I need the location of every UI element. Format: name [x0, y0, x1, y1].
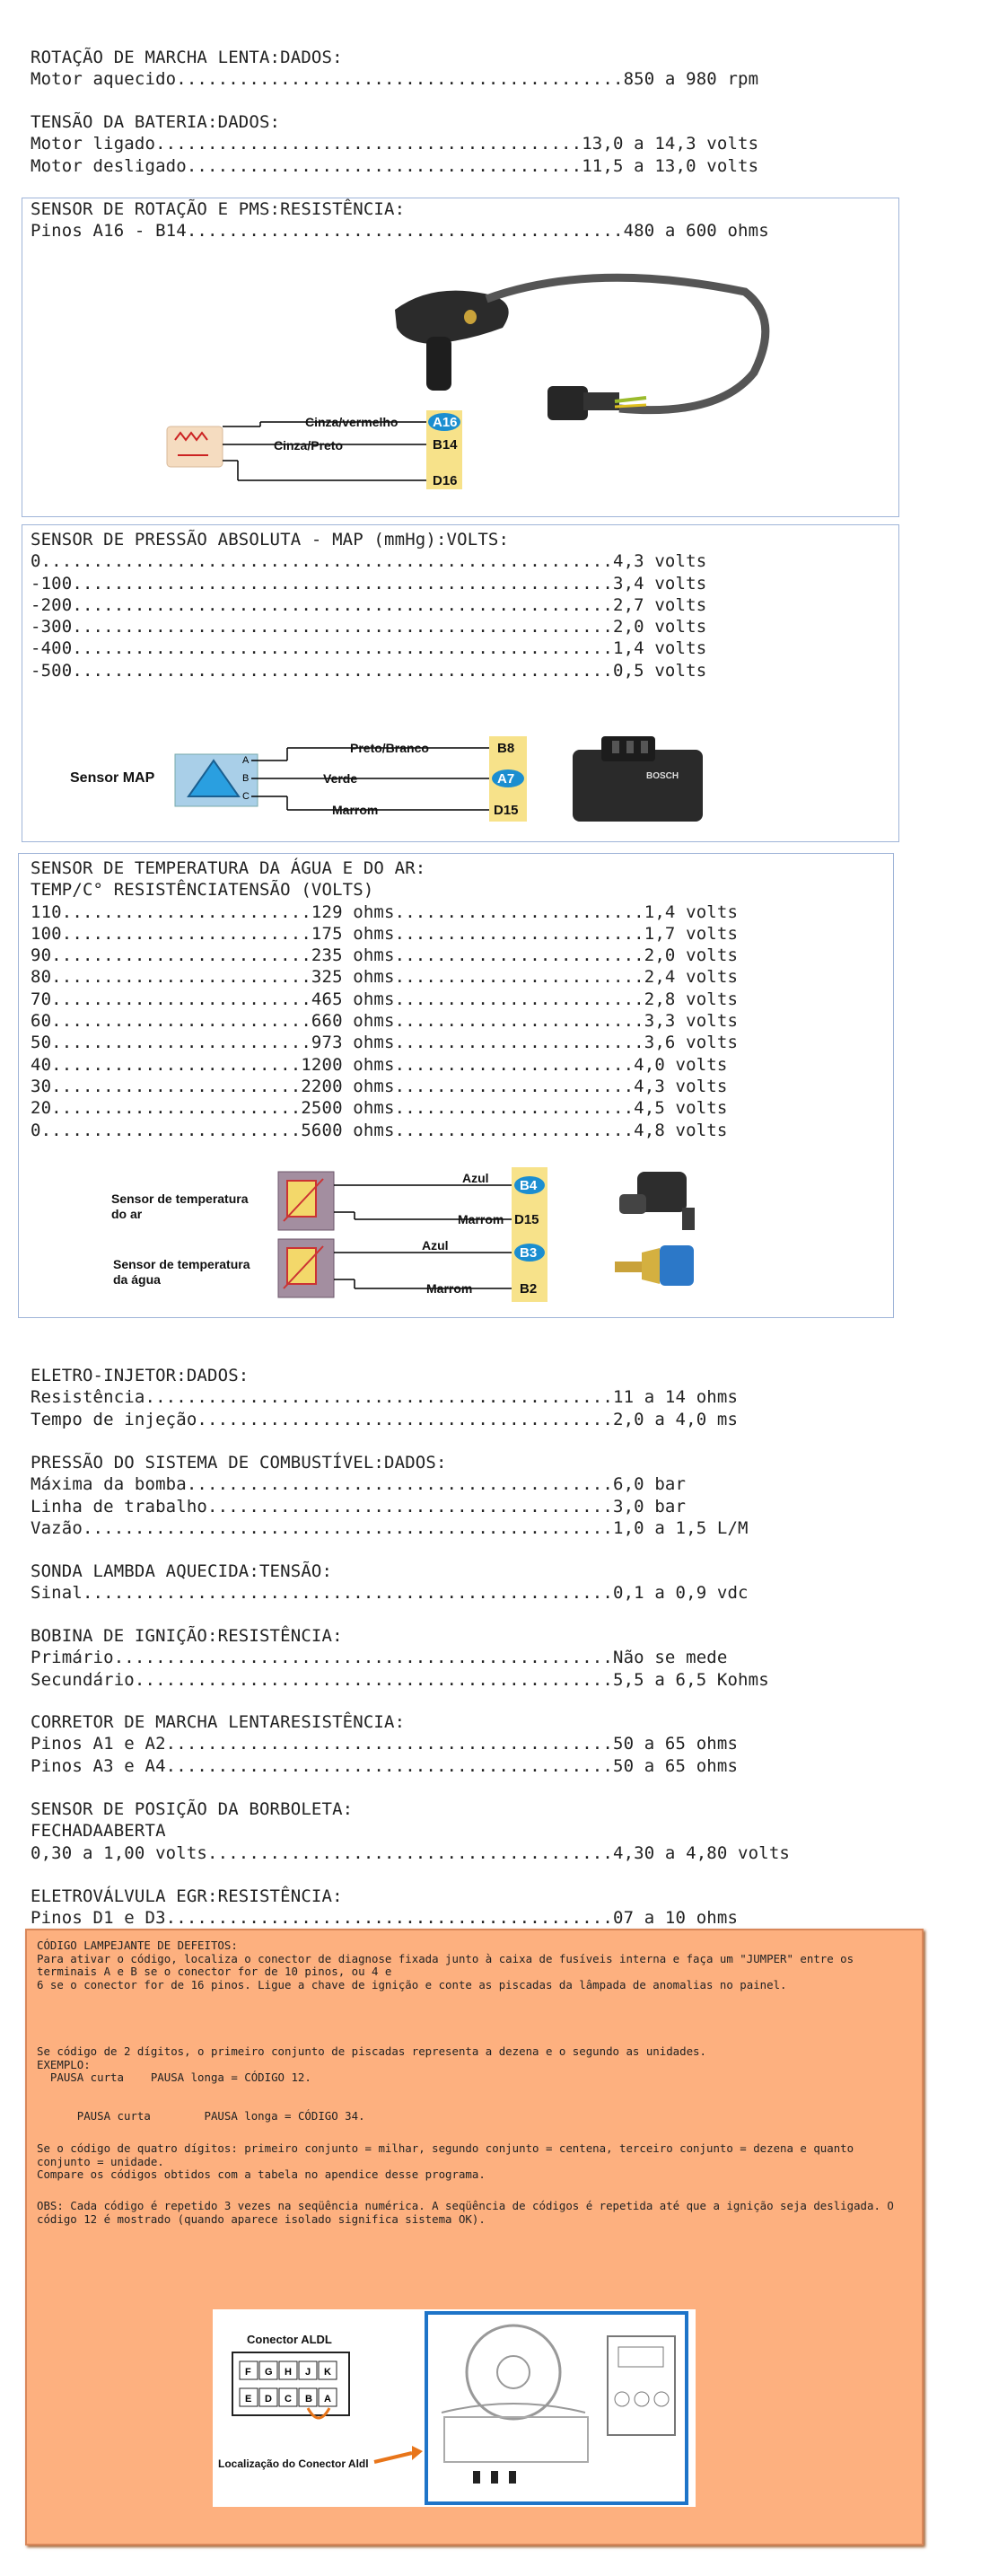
spec-line: Pinos A16 - B14..........................................480 a 600 ohms: [31, 221, 769, 242]
pin-label: B8: [497, 741, 515, 756]
wire-label: Preto/Branco: [350, 741, 429, 755]
section-title: CORRETOR DE MARCHA LENTARESISTÊNCIA:: [31, 1712, 406, 1732]
sensor-pin: C: [242, 791, 250, 802]
section-title: SENSOR DE POSIÇÃO DA BORBOLETA:: [31, 1799, 354, 1819]
temperature-sensor-diagram: [108, 1163, 736, 1306]
pin-label: B: [305, 2394, 312, 2405]
spec-line: -400....................................................1,4 volts: [31, 638, 707, 659]
pin-label: K: [324, 2367, 331, 2378]
water-sensor-photo: [615, 1245, 694, 1286]
water-sensor-label-2: da água: [113, 1272, 161, 1287]
section-title: TENSÃO DA BATERIA:DADOS:: [31, 112, 281, 132]
section-title: SENSOR DE ROTAÇÃO E PMS:RESISTÊNCIA:: [31, 199, 406, 219]
wire-label: Verde: [323, 771, 358, 786]
location-label: Localização do Conector Aldl: [218, 2457, 369, 2470]
example-line: PAUSA curta PAUSA longa = CÓDIGO 12.: [37, 2070, 311, 2084]
spec-line: 0.......................................................4,3 volts: [31, 551, 707, 572]
pin-label: F: [245, 2367, 251, 2378]
wire-label: Cinza/Preto: [274, 438, 344, 453]
spec-line: 40........................1200 ohms.......................4,0 volts: [31, 1054, 728, 1075]
section-combustivel: [31, 1452, 749, 1539]
section-subtitle: FECHADAABERTA: [31, 1821, 166, 1842]
spec-line: 0.........................5600 ohms.......................4,8 volts: [31, 1120, 728, 1140]
pin-label: A: [324, 2394, 331, 2405]
aldl-connector-figure: [213, 2309, 696, 2507]
note-text-block: [37, 2110, 907, 2123]
pin-label: B2: [520, 1281, 538, 1297]
air-sensor-label: Sensor de temperatura: [111, 1191, 249, 1206]
spec-line: 0,30 a 1,00 volts.......................................4,30 a 4,80 volts: [31, 1842, 790, 1863]
note-text-block: [37, 2045, 907, 2085]
section-title: BOBINA DE IGNIÇÃO:RESISTÊNCIA:: [31, 1626, 343, 1646]
spec-line: 60.........................660 ohms........................3,3 volts: [31, 1011, 739, 1032]
spec-line: -300....................................................2,0 volts: [31, 617, 707, 637]
rotation-sensor-photo: [395, 277, 766, 420]
note-paragraph: OBS: Cada código é repetido 3 vezes na seqüência numérica. A seqüência de códigos é repetida até que a ignição seja desligada. O código 12 é mostrado (quando aparece isolado significa sistema OK).: [37, 2199, 901, 2226]
spec-line: Tempo de injeção........................................2,0 a 4,0 ms: [31, 1409, 739, 1429]
spec-line: Primário................................................Não se mede: [31, 1648, 728, 1668]
note-title: CÓDIGO LAMPEJANTE DE DEFEITOS:: [37, 1939, 238, 1952]
spec-line: 30........................2200 ohms.......................4,3 volts: [31, 1076, 728, 1096]
wire-label: Azul: [462, 1171, 489, 1185]
water-sensor-label: Sensor de temperatura: [113, 1257, 250, 1271]
note-paragraph: Se o código de quatro dígitos: primeiro conjunto = milhar, segundo conjunto = centena, terceiro conjunto = dezena e quanto conjunto = unidade. Compare os códigos obtidos com a tabela no apendice desse programa.: [37, 2141, 854, 2181]
pin-label: B4: [520, 1178, 538, 1193]
pin-label: G: [265, 2367, 273, 2378]
note-text-block: [37, 2142, 907, 2182]
spec-line: Vazão...................................................1,0 a 1,5 L/M: [31, 1517, 749, 1538]
sensor-pin: B: [242, 773, 250, 784]
pin-label: C: [285, 2394, 292, 2405]
flash-code-note: [25, 1929, 924, 2545]
spec-line: 70.........................465 ohms........................2,8 volts: [31, 989, 739, 1009]
wire-label: Marrom: [458, 1212, 504, 1226]
spec-line: 20........................2500 ohms.......................4,5 volts: [31, 1098, 728, 1119]
spec-line: 50.........................973 ohms........................3,6 volts: [31, 1033, 739, 1053]
spec-line: 100........................175 ohms........................1,7 volts: [31, 923, 739, 944]
pin-label: B14: [433, 437, 458, 453]
section-title: SENSOR DE PRESSÃO ABSOLUTA - MAP (mmHg):VOLTS:: [31, 530, 510, 549]
pin-label: D: [265, 2394, 272, 2405]
spec-line: -200....................................................2,7 volts: [31, 594, 707, 615]
air-sensor-label-2: do ar: [111, 1207, 143, 1221]
spec-line: Motor aquecido...........................................850 a 980 rpm: [31, 69, 759, 90]
pin-label: D15: [494, 803, 519, 818]
spec-line: Pinos A3 e A4...........................................50 a 65 ohms: [31, 1755, 739, 1776]
section-bobina: [31, 1625, 769, 1691]
section-title: SONDA LAMBDA AQUECIDA:TENSÃO:: [31, 1561, 333, 1581]
example-line: PAUSA curta PAUSA longa = CÓDIGO 34.: [37, 2109, 365, 2123]
sensor-pin: A: [242, 755, 250, 766]
wire-label: Marrom: [426, 1281, 473, 1296]
spec-line: Pinos A1 e A2...........................................50 a 65 ohms: [31, 1734, 739, 1754]
section-rotacao-pms: [31, 198, 769, 242]
spec-line: -100....................................................3,4 volts: [31, 573, 707, 593]
section-corretor: [31, 1711, 738, 1777]
section-map: [31, 529, 706, 681]
section-title: ELETRO-INJETOR:DADOS:: [31, 1366, 250, 1385]
pin-label: D15: [514, 1212, 539, 1227]
sensor-map-label: Sensor MAP: [70, 770, 155, 786]
pin-label: J: [305, 2367, 311, 2378]
section-subtitle: TEMP/C° RESISTÊNCIATENSÃO (VOLTS): [31, 880, 374, 901]
section-lambda: [31, 1561, 749, 1605]
wire-label: Cinza/vermelho: [305, 415, 399, 429]
spec-line: Pinos D1 e D3...........................................07 a 10 ohms: [31, 1908, 739, 1929]
dashboard-illustration: [426, 2313, 687, 2503]
note-text-block: [37, 1939, 907, 1991]
section-title: SENSOR DE TEMPERATURA DA ÁGUA E DO AR:: [31, 858, 426, 878]
section-marcha-lenta: [31, 47, 758, 91]
brand-label: BOSCH: [646, 771, 679, 781]
map-sensor-diagram: [63, 732, 709, 831]
pin-label: E: [245, 2394, 252, 2405]
section-egr: [31, 1886, 738, 1930]
spec-line: Motor ligado.........................................13,0 a 14,3 volts: [31, 134, 759, 154]
section-injetor: [31, 1365, 738, 1430]
spec-line: 90.........................235 ohms........................2,0 volts: [31, 945, 739, 966]
wire-label: Azul: [422, 1238, 449, 1253]
example-label: EXEMPLO:: [37, 2057, 91, 2071]
note-paragraph: Se código de 2 dígitos, o primeiro conjunto de piscadas representa a dezena e o segundo as unidades.: [37, 2044, 706, 2058]
pin-label: A7: [497, 771, 515, 787]
spec-line: Máxima da bomba.........................................6,0 bar: [31, 1474, 687, 1495]
pin-label: D16: [433, 473, 458, 488]
pin-label: H: [285, 2367, 292, 2378]
note-text-block: [37, 2200, 907, 2226]
spec-line: 110........................129 ohms........................1,4 volts: [31, 901, 739, 922]
spec-line: Sinal...................................................0,1 a 0,9 vdc: [31, 1583, 749, 1604]
note-paragraph: Para ativar o código, localiza o conector de diagnose fixada junto à caixa de fusíveis interna e faça um "JUMPER" entre os terminais A e B se o conector for de 10 pinos, ou 4 e 6 se o conector for de 16 pinos. Ligue a chave de ignição e conte as piscadas da lâmpada de anomalias no painel.: [37, 1951, 854, 1991]
spec-line: Linha de trabalho.......................................3,0 bar: [31, 1496, 687, 1517]
section-title: ROTAÇÃO DE MARCHA LENTA:DADOS:: [31, 48, 343, 67]
section-temperatura: [31, 857, 738, 1141]
spec-line: Secundário..............................................5,5 a 6,5 Kohms: [31, 1669, 769, 1690]
section-bateria: [31, 111, 758, 177]
spec-line: Resistência.............................................11 a 14 ohms: [31, 1387, 739, 1408]
pin-label: B3: [520, 1245, 538, 1261]
spec-line: Motor desligado......................................11,5 a 13,0 volts: [31, 155, 759, 176]
connector-title: Conector ALDL: [247, 2333, 332, 2346]
pin-label: A16: [433, 415, 458, 430]
air-sensor-photo: [619, 1172, 695, 1230]
section-title: ELETROVÁLVULA EGR:RESISTÊNCIA:: [31, 1886, 343, 1906]
spec-line: -500....................................................0,5 volts: [31, 660, 707, 681]
map-sensor-photo: [573, 736, 703, 822]
section-borboleta: [31, 1798, 790, 1864]
section-title: PRESSÃO DO SISTEMA DE COMBUSTÍVEL:DADOS:: [31, 1453, 447, 1473]
spec-line: 80.........................325 ohms........................2,4 volts: [31, 967, 739, 988]
wire-label: Marrom: [332, 803, 379, 817]
rotation-sensor-diagram: [162, 256, 790, 512]
